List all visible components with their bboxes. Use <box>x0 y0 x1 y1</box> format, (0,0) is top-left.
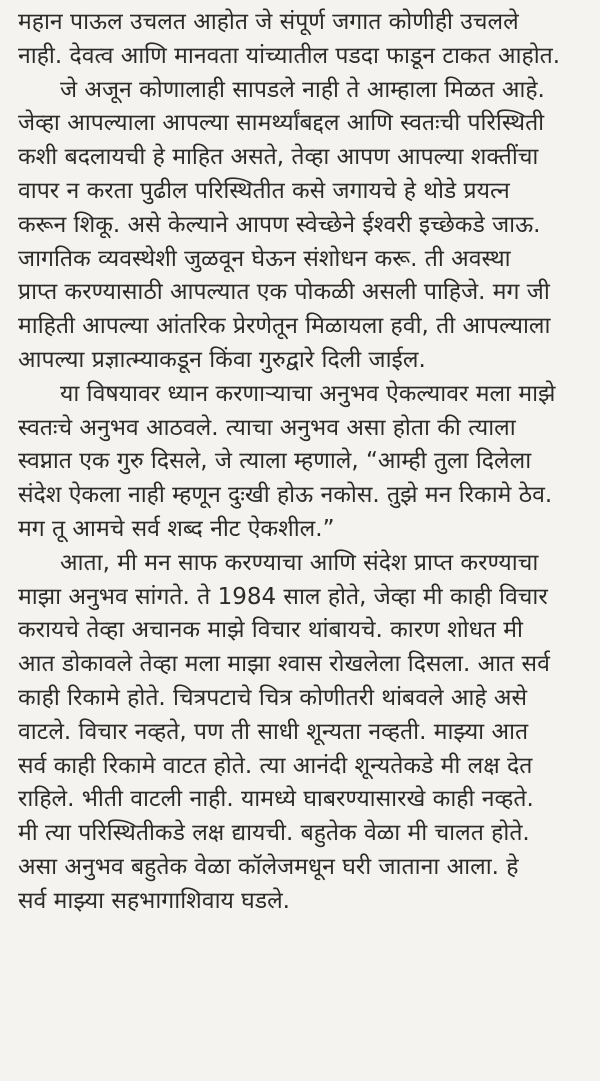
paragraph-2-continued <box>18 107 590 377</box>
text-line: करायचे तेव्हा अचानक माझे विचार थांबायचे. कारण शोधत मी <box>18 617 523 644</box>
text-line: महान पाऊल उचलत आहोत जे संपूर्ण जगात कोणीही उचलले <box>18 9 519 35</box>
paragraph-3-continued <box>18 412 590 547</box>
text-line: माझा अनुभव सांगते. ते 1984 साल होते, जेव्हा मी काही विचार <box>18 583 548 610</box>
text-line: मी त्या परिस्थितीकडे लक्ष द्यायची. बहुतेक वेळा मी चालत होते. <box>18 820 530 847</box>
text-line: मग तू आमचे सर्व शब्द नीट ऐकशील.” <box>18 515 335 542</box>
text-line: असा अनुभव बहुतेक वेळा कॉलेजमधून घरी जाताना आला. हे <box>18 853 519 880</box>
text-line: जे अजून कोणालाही सापडले नाही ते आम्हाला मिळत आहे. <box>60 76 545 103</box>
text-line: करून शिकू. असे केल्याने आपण स्वेच्छेने ईश्वरी इच्छेकडे जाऊ. <box>18 211 541 238</box>
paragraph-1 <box>18 6 590 74</box>
text-line: आपल्या प्रज्ञात्म्याकडून किंवा गुरुद्वारे दिली जाईल. <box>18 346 426 373</box>
text-line: माहिती आपल्या आंतरिक प्रेरणेतून मिळायला हवी, ती आपल्याला <box>18 313 551 340</box>
paragraph-3 <box>18 378 590 412</box>
text-line: राहिले. भीती वाटली नाही. यामध्ये घाबरण्यासारखे काही नव्हते. <box>18 786 534 813</box>
text-line: काही रिकामे होते. चित्रपटाचे चित्र कोणीतरी थांबवले आहे असे <box>18 684 528 711</box>
text-line: जागतिक व्यवस्थेशी जुळवून घेऊन संशोधन करू. ती अवस्था <box>18 245 511 272</box>
text-line: सर्व माझ्या सहभागाशिवाय घडले. <box>18 887 290 914</box>
text-line: सर्व काही रिकामे वाटत होते. त्या आनंदी शून्यतेकडे मी लक्ष देत <box>18 752 533 779</box>
text-line: आत डोकावले तेव्हा मला माझा श्वास रोखलेला दिसला. आत सर्व <box>18 651 550 678</box>
text-line: जेव्हा आपल्याला आपल्या सामर्थ्यांबद्दल आणि स्वतःची परिस्थिती <box>18 110 545 137</box>
text-line: नाही. देवत्व आणि मानवता यांच्यातील पडदा फाडून टाकत आहोत. <box>18 42 561 69</box>
text-line: प्राप्त करण्यासाठी आपल्यात एक पोकळी असली पाहिजे. मग जी <box>18 279 550 306</box>
paragraph-4 <box>18 547 590 581</box>
text-line: आता, मी मन साफ करण्याचा आणि संदेश प्राप्त करण्याचा <box>60 549 539 576</box>
text-line: स्वप्नात एक गुरु दिसले, जे त्याला म्हणाले, “आम्ही तुला दिलेला <box>18 448 532 475</box>
paragraph-2 <box>18 74 590 108</box>
text-line: वापर न करता पुढील परिस्थितीत कसे जगायचे हे थोडे प्रयत्न <box>18 177 510 204</box>
text-line: वाटले. विचार नव्हते, पण ती साधी शून्यता नव्हती. माझ्या आत <box>18 718 529 745</box>
text-line: या विषयावर ध्यान करणाऱ्याचा अनुभव ऐकल्यावर मला माझे <box>60 380 556 407</box>
text-line: स्वतःचे अनुभव आठवले. त्याचा अनुभव असा होता की त्याला <box>18 414 516 441</box>
paragraph-4-continued <box>18 581 590 919</box>
text-line: संदेश ऐकला नाही म्हणून दुःखी होऊ नकोस. तुझे मन रिकामे ठेव. <box>18 482 553 509</box>
document-page <box>18 6 590 919</box>
text-line: कशी बदलायची हे माहित असते, तेव्हा आपण आपल्या शक्तींचा <box>18 144 539 171</box>
